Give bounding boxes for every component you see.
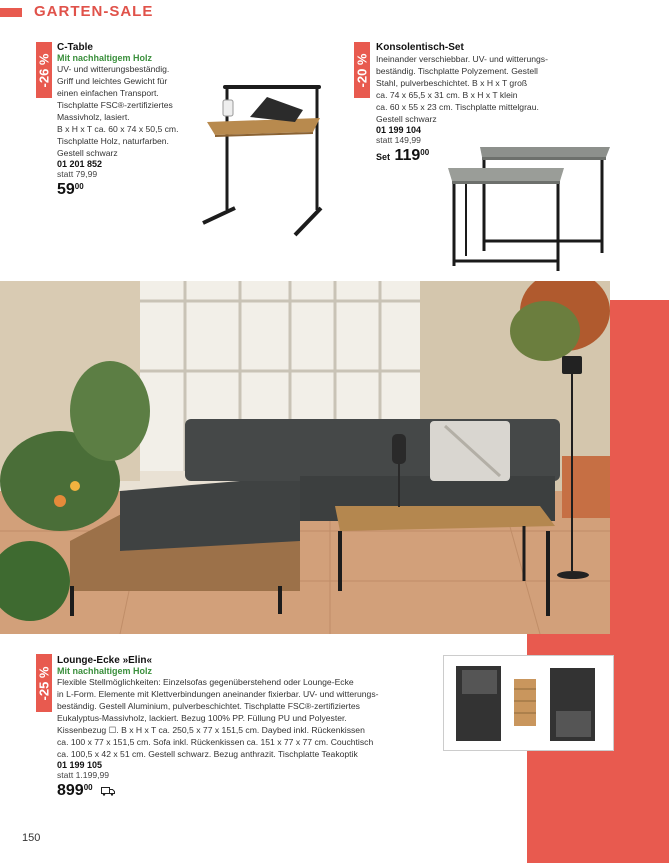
ctable-info bbox=[57, 42, 207, 199]
lounge-old-price: statt 1.199,99 bbox=[57, 770, 110, 780]
delivery-truck-icon bbox=[101, 786, 115, 796]
ctable-old-price: statt 79,99 bbox=[57, 169, 98, 179]
konsolentisch-price: Set $119^{00}$ bbox=[376, 147, 430, 164]
ctable-product-image bbox=[195, 85, 330, 240]
konsolentisch-title: Konsolentisch-Set bbox=[376, 42, 464, 53]
ctable-article-number: 01 201 852 bbox=[57, 159, 103, 169]
konsolentisch-old-price: statt 149,99 bbox=[376, 135, 421, 145]
section-title: GARTEN-SALE bbox=[34, 3, 154, 20]
ctable-price: $59^{00}$ bbox=[57, 181, 84, 198]
lounge-layout-thumbnail bbox=[443, 655, 614, 751]
ctable-subtitle: Mit nachhaltigem Holz bbox=[57, 53, 153, 63]
header-accent-bar bbox=[0, 8, 22, 17]
lounge-title: Lounge-Ecke »Elin« bbox=[57, 655, 153, 666]
lounge-description: Flexible Stellmöglichkeiten: Einzelsofas gegenüberstehend oder Lounge-Ecke in L-Form. Elemente mit Klettverbindungen aneinander fixierbar. UV- und witterungs- beständig. Gestell Aluminium, pulverbeschichtet. Tischplatte FSC®-zertifiziertes Eukalyptus-Massivholz, lackiert. Bezug 100% PP. Füllung PU und Polyester. Kissenbezug ☐. B x H x T ca. 250,5 x 77 x 151,5 cm. Daybed inkl. Rückenkissen ca. 100 x 77 x 151,5 cm. Sofa inkl. Rückenkissen ca. 151 x 77 x 77 cm. Couchtisch ca. 100,5 x 42 x 51 cm. Gestell schwarz. Bezug anthrazit. Tischplatte Teakoptik bbox=[57, 677, 379, 759]
lounge-price: $899^{00}$ bbox=[57, 782, 437, 800]
ctable-description: UV- und witterungsbeständig. Griff und leichtes Gewicht für einen einfachen Transport. Tischplatte FSC®-zertifiziertes Massivholz, lasiert. B x H x T ca. 60 x 74 x 50,5 cm. Tischplatte Holz, naturfarben. Gestell schwarz bbox=[57, 64, 179, 158]
lounge-discount-badge: -25 % bbox=[36, 654, 52, 712]
lounge-article-number: 01 199 105 bbox=[57, 760, 103, 770]
ctable-discount-badge: -26 % bbox=[36, 42, 52, 98]
konsolentisch-description: Ineinander verschiebbar. UV- und witterungs- beständig. Tischplatte Polyzement. Gestell Stahl, pulverbeschichtet. B x H x T groß ca. 74 x 65,5 x 31 cm. B x H x T klein ca. 60 x 55 x 23 cm. Tischplatte mittelgrau. Gestell schwarz bbox=[376, 54, 548, 124]
page-number: 150 bbox=[22, 832, 41, 844]
lounge-subtitle: Mit nachhaltigem Holz bbox=[57, 666, 153, 676]
konsolentisch-article-number: 01 199 104 bbox=[376, 125, 422, 135]
konsolentisch-discount-badge: -20 % bbox=[354, 42, 370, 98]
ctable-title: C-Table bbox=[57, 42, 93, 53]
konsolentisch-product-image bbox=[446, 141, 614, 281]
lounge-info bbox=[57, 655, 437, 800]
lounge-hero-image bbox=[0, 281, 610, 634]
